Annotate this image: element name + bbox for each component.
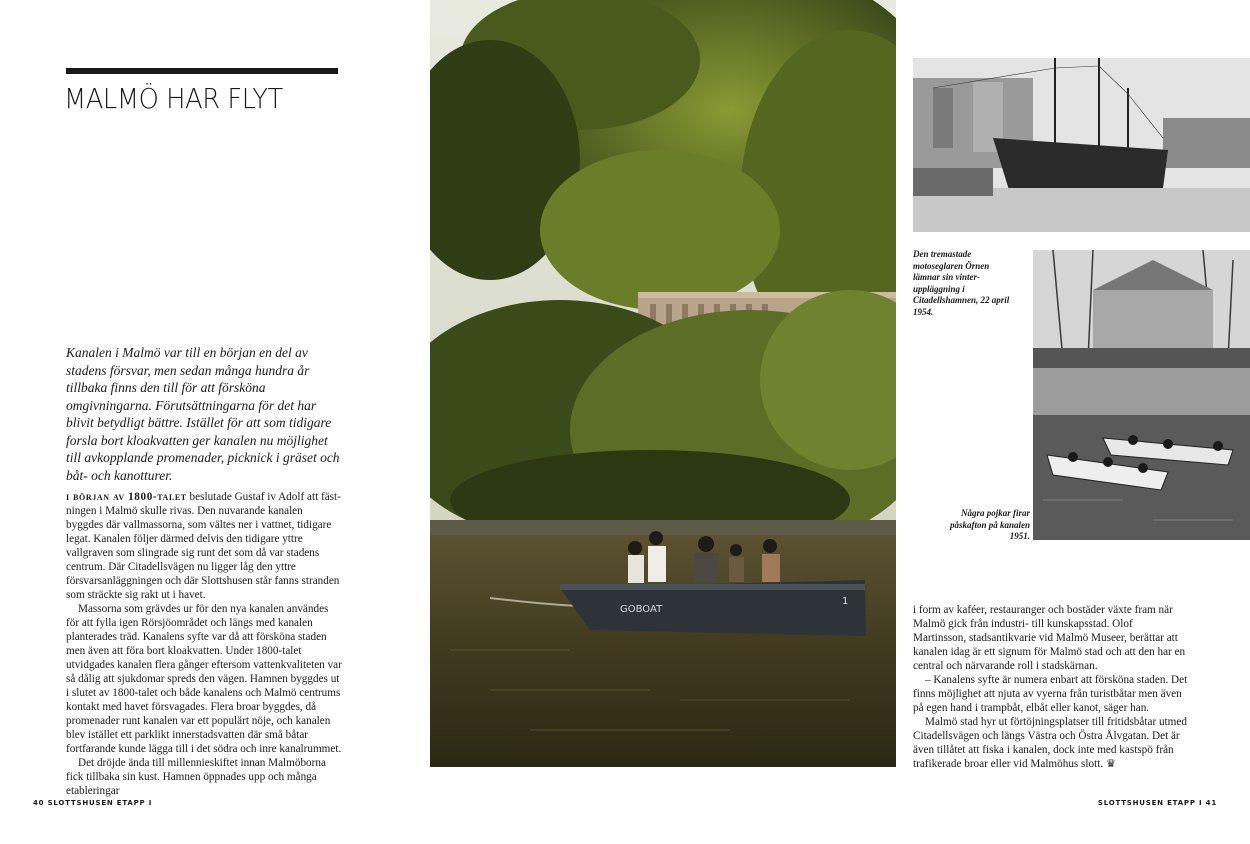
body-paragraph: i början av 1800-talet beslutade Gustaf iv Adolf att fästningen i Malmö skulle rivas. Den nuvarande kanalen byggdes där vallmassorna, som vältes ner i vattnet, tidigare legat. Kanalen följer därmed delvis den tidigare yttre vallgraven som slingrade sig runt det som då var stadens centrum. Där Citadellsvägen nu ligger låg den yttre försvarsanläggningen och där Slottshusen står fanns stranden som sträckte sig rakt ut i havet.: [66, 491, 341, 601]
body-paragraph: Det dröjde ända till millennieskiftet innan Malmöborna fick tillbaka sin kust. Hamnen öppnades upp och många etableringar: [66, 757, 326, 797]
canal-photo: [430, 0, 896, 767]
crown-end-mark-icon: ♛: [1105, 758, 1116, 770]
ship-photo-art: [913, 58, 1250, 232]
body-paragraph: Massorna som grävdes ur för den nya kanalen användes för att fylla igen Rörsjöområdet och längs med kanalen planterades träd. Kanalens syfte var då att försköna staden men även att föra bort kloakvatten. Under 1800-talet utvidgades kanalen flera gånger eftersom vattenkvaliteten var så dålig att sjukdomar spreds den vägen. Hamnen byggdes ut i slutet av 1800-talet och både kanalens och Malmö centrums kontakt med havet försvagades. Flera broar byggdes, då promenader runt kanalen var ett populärt nöje, och kanalen blev istället ett parklikt innerstadsvatten där små båtar fortfarande kunde lägga till i det södra och inre kanalrummet.: [66, 603, 342, 755]
folio-left: 40 SLOTTSHUSEN ETAPP I: [33, 799, 153, 807]
lede-paragraph: Kanalen i Malmö var till en början en del av stadens försvar, men sedan många hundra år tillbaka finns den till för att försköna omgivningarna. Förutsättningarna för det har blivit betydligt bättre. Istället för att som tidigare forsla bort kloakvatten ger kanalen nu möjlighet till avkopplande promenader, picknick i gräset och båt- och kanotturer.: [66, 345, 340, 483]
caption-ship: Den tremastade motoseglaren Örnen lämnar sin vinteruppläggning i Citadellshamnen, 22 april 1954.: [913, 249, 1010, 317]
body-column-3: [913, 603, 1188, 771]
body-paragraph: i form av kaféer, restauranger och bostäder växte fram när Malmö gick från industri- till kunskapsstad. Olof Martinsson, stadsantikvarie vid Malmö Museer, berättar att kanalen idag är ett signum för Malmö stad och att den har en central och närvarande roll i stadskärnan.: [913, 604, 1186, 672]
canal-photo-art: [430, 0, 896, 767]
page-title: MALMÖ HAR FLYT: [64, 82, 283, 115]
lead-in: i början av 1800-talet: [66, 491, 187, 503]
boat-number: 1: [842, 596, 849, 607]
boat-name: GOBOAT: [620, 604, 663, 615]
body-column-1: [66, 490, 342, 798]
heading-rule: [66, 68, 338, 74]
folio-right: SLOTTSHUSEN ETAPP I 41: [1097, 799, 1217, 807]
ship-photo: [913, 58, 1250, 232]
caption-boys: Några pojkar firar påskafton på kanalen 1951.: [950, 508, 1031, 541]
boats-photo-art: [1033, 250, 1250, 540]
boats-photo: [1033, 250, 1250, 540]
body-paragraph: Malmö stad hyr ut förtöjningsplatser till fritidsbåtar utmed Citadellsvägen och längs Västra och Östra Ålvgatan. Det är även tillåtet att fiska i kanalen, dock inte med kastspö från trafikerade broar eller vid Malmöhus slott. ♛: [913, 716, 1187, 770]
body-paragraph: – Kanalens syfte är numera enbart att försköna staden. Det finns möjlighet att njuta av vyerna från turistbåtar men även på egen hand i trampbåt, elbåt eller kanot, säger han.: [913, 674, 1188, 714]
